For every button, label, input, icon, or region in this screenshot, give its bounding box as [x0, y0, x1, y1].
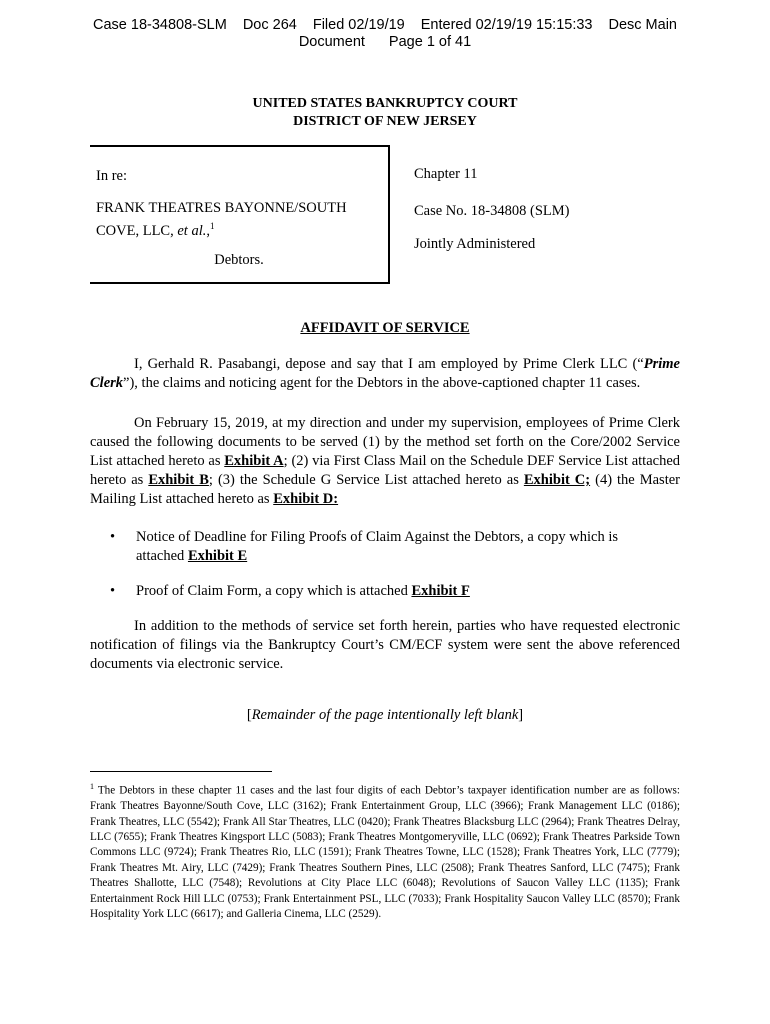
intro-text-end: ”), the claims and noticing agent for the Debtors in the above-captioned chapter 11 cases. — [123, 375, 641, 391]
footnote — [90, 779, 680, 922]
remainder-note: [Remainder of the page intentionally left blank] — [246, 707, 524, 723]
in-re-label: In re: — [96, 168, 127, 184]
footnote-divider — [90, 771, 272, 772]
debtor-name-text: FRANK THEATRES BAYONNE/SOUTH COVE, LLC, — [96, 200, 347, 239]
service-text-4: (4) the Master Mailing List attached hereto as — [90, 472, 680, 507]
footnote-text: The Debtors in these chapter 11 cases and the last four digits of each Debtor’s taxpayer identification number are as follows: Frank Theatres Bayonne/South Cove, LLC (3162); Frank Entertainment Group, LLC (3966); Frank Management LLC (0186); Frank Theatres, LLC (5542); Frank All Star Theatres, LLC (0420); Frank Theatres Blacksburg LLC (2964); Frank Theatres Delray, LLC (7655); Frank Theatres Kingsport LLC (5083); Frank Theatres Montgomeryville, LLC (0692); Frank Theatres Parkside Town Commons LLC (9724); Frank Theatres Rio, LLC (1591); Frank Theatres Towne, LLC (1528); Frank Theatres York, LLC (7779); Frank Theatres Mt. Airy, LLC (7429); Frank Theatres Southern Pines, LLC (2508); Frank Theatres Sanford, LLC (7475); Frank Theatres Shallotte, LLC (7548); Revolutions at City Place LLC (6048); Revolutions of Saucon Valley LLC (1135); Frank Entertainment Rock Hill LLC (0753); Frank Entertainment PSL, LLC (7033); Frank Hospitality Saucon Valley LLC (8570); Frank Hospitality York LLC (6617); and Galleria Cinema, LLC (2529). — [90, 784, 680, 920]
intro-paragraph — [90, 355, 680, 393]
bullet-text-body: Notice of Deadline for Filing Proofs of Claim Against the Debtors, a copy which is attached — [136, 529, 619, 564]
bullet-text-body: Proof of Claim Form, a copy which is attached — [136, 583, 412, 599]
court-name: UNITED STATES BANKRUPTCY COURT — [252, 96, 518, 111]
remainder-text: Remainder of the page intentionally left blank — [251, 707, 519, 723]
footnote-reference: 1 — [209, 221, 215, 231]
chapter-label: Chapter 11 — [414, 166, 478, 182]
case-number: Case No. 18-34808 (SLM) — [414, 203, 570, 219]
bullet-icon: • — [110, 529, 116, 545]
doc-number-header: Doc 264 — [242, 17, 297, 33]
electronic-service-paragraph: In addition to the methods of service set forth herein, parties who have requested electronic notification of filings via the Bankruptcy Court’s CM/ECF system were sent the above referenced documents via electronic service. — [90, 618, 680, 672]
filed-date-header: Filed 02/19/19 — [312, 17, 405, 33]
desc-header: Desc Main — [608, 17, 677, 33]
page-count-header: Page 1 of 41 — [388, 34, 472, 50]
document-title: AFFIDAVIT OF SERVICE — [300, 320, 470, 336]
intro-text-start: I, Gerhald R. Pasabangi, depose and say that I am employed by Prime Clerk LLC (“ — [134, 356, 644, 372]
exhibit-e-ref: Exhibit E — [187, 548, 248, 564]
document-label-header: Document — [298, 34, 365, 50]
exhibit-f-ref: Exhibit F — [411, 583, 470, 599]
service-paragraph — [90, 414, 680, 509]
service-text-1: On February 15, 2019, at my direction and under my supervision, employees of Prime Clerk caused the following documents to be served (1) by the method set forth on the Core/2002 Service List attached hereto as — [90, 415, 680, 469]
debtor-name: FRANK THEATRES BAYONNE/SOUTH COVE, LLC, et al.,$^1$ — [96, 200, 347, 239]
debtors-label: Debtors. — [214, 252, 264, 268]
ecf-header-line1 — [0, 17, 770, 34]
exhibit-a-ref: Exhibit A — [224, 453, 284, 469]
bullet-text — [136, 528, 666, 566]
jointly-administered: Jointly Administered — [414, 236, 536, 252]
service-text-3: ; (3) the Schedule G Service List attached hereto as — [208, 472, 524, 488]
court-heading — [0, 95, 770, 131]
exhibit-d-ref: Exhibit D: — [273, 491, 339, 507]
exhibit-b-ref: Exhibit B — [148, 472, 209, 488]
entered-date-header: Entered 02/19/19 15:15:33 — [420, 17, 593, 33]
service-text-2: ; (2) via First Class Mail on the Schedule DEF Service List attached hereto as — [90, 453, 681, 488]
case-caption-box — [90, 145, 390, 284]
footnote-number: 1 — [90, 782, 94, 791]
defined-term-prime-clerk: Prime Clerk — [90, 356, 680, 391]
exhibit-c-ref: Exhibit C; — [523, 472, 591, 488]
ecf-header — [0, 17, 770, 51]
court-district: DISTRICT OF NEW JERSEY — [293, 114, 477, 129]
bullet-icon: • — [110, 583, 116, 599]
bullet-text — [136, 582, 666, 601]
et-al-text: et al. — [177, 222, 207, 239]
case-number-header: Case 18-34808-SLM — [93, 17, 227, 33]
ecf-header-line2 — [0, 34, 770, 51]
